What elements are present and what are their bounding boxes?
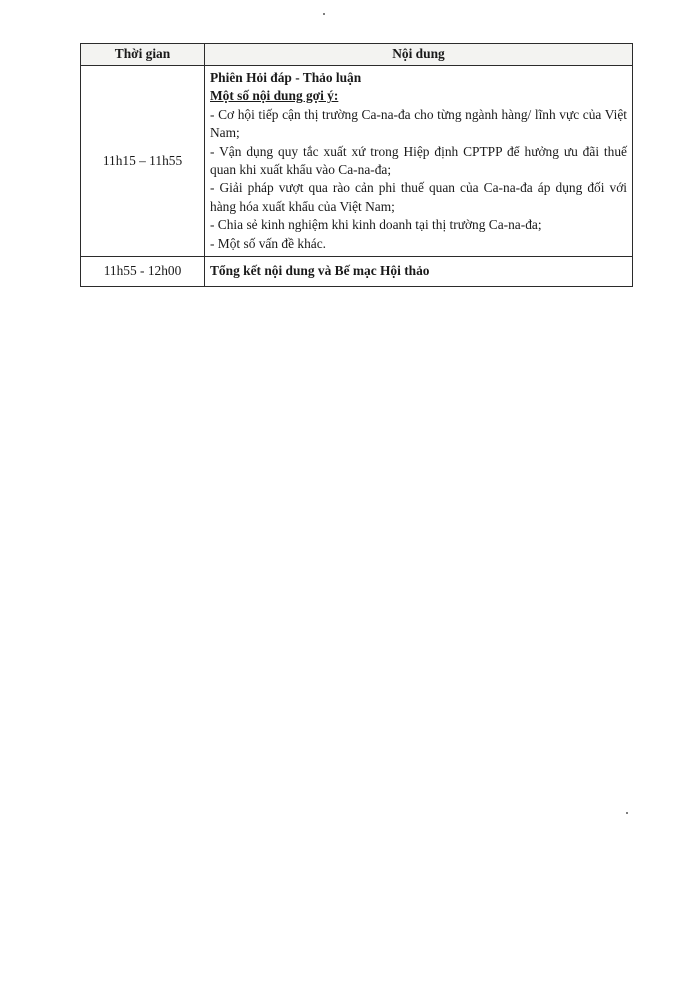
- time-cell: 11h15 – 11h55: [81, 66, 205, 257]
- list-item: - Cơ hội tiếp cận thị trường Ca-na-đa cho từng ngành hàng/ lĩnh vực của Việt Nam;: [210, 106, 627, 141]
- time-cell: 11h55 - 12h00: [81, 257, 205, 287]
- list-item: - Vận dụng quy tắc xuất xứ trong Hiệp định CPTPP để hưởng ưu đãi thuế quan khi xuất khẩu vào Ca-na-đa;: [210, 143, 627, 178]
- table-header-row: [81, 44, 633, 66]
- scan-speck: [323, 13, 325, 15]
- header-content: Nội dung: [205, 44, 633, 66]
- content-cell: [205, 66, 633, 257]
- closing-session-title: Tổng kết nội dung và Bế mạc Hội thảo: [205, 257, 633, 287]
- list-item: - Một số vấn đề khác.: [210, 235, 327, 251]
- table-row: [81, 66, 633, 257]
- table-row: [81, 257, 633, 287]
- list-item: - Chia sẻ kinh nghiệm khi kinh doanh tại thị trường Ca-na-đa;: [210, 217, 542, 233]
- list-item: - Giải pháp vượt qua rào cản phi thuế quan của Ca-na-đa áp dụng đối với hàng hóa xuất khẩu của Việt Nam;: [210, 180, 627, 214]
- session-title: Phiên Hỏi đáp - Thảo luận: [210, 70, 362, 85]
- suggested-topics-heading: Một số nội dung gợi ý:: [210, 88, 339, 104]
- agenda-table: [80, 43, 633, 287]
- scan-speck: [626, 812, 628, 814]
- header-time: Thời gian: [81, 44, 205, 66]
